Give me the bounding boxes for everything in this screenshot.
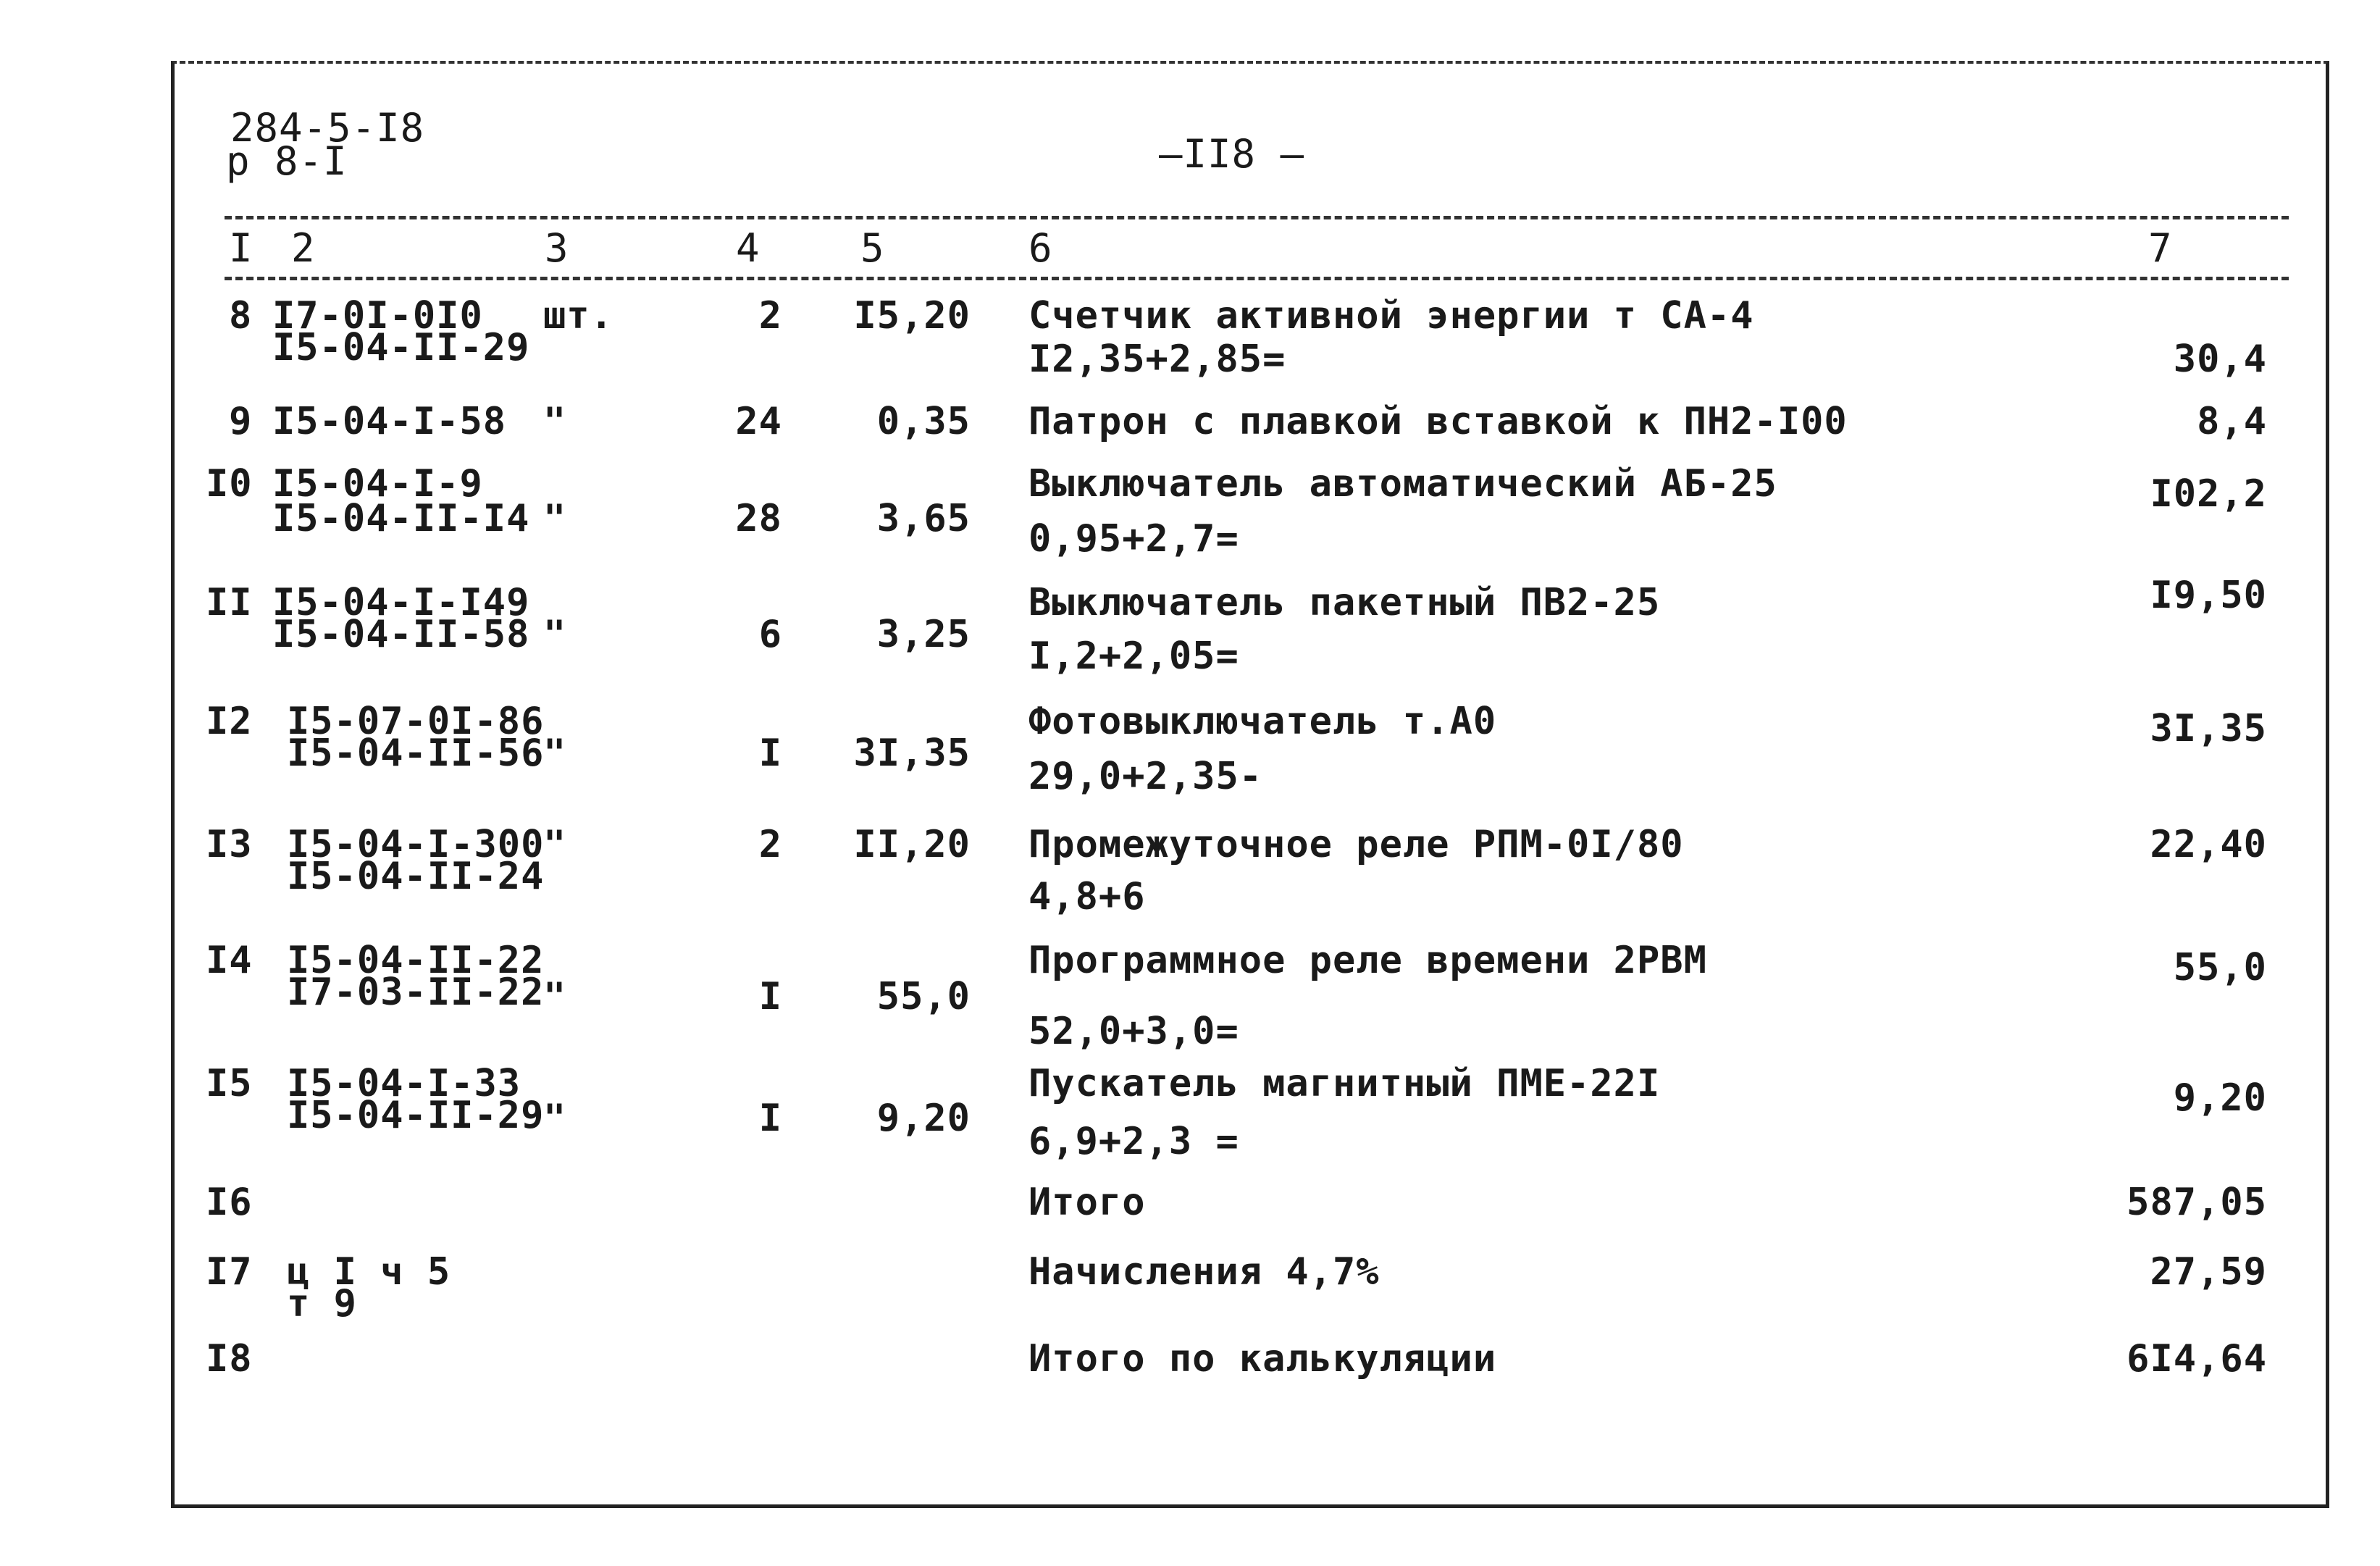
- unit-cell: ": [543, 975, 567, 1018]
- col-header-2: 2: [291, 225, 316, 271]
- norm-code: I7-0I-0I0: [272, 294, 483, 338]
- unit-price-cell: 3I,35: [853, 732, 971, 775]
- description-line: Промежуточное реле РПМ-0I/80: [1028, 823, 1684, 866]
- description-line: Пускатель магнитный ПМЕ-22I: [1028, 1062, 1661, 1105]
- total-cell: 55,0: [2173, 946, 2267, 989]
- norm-code: I7-03-II-22: [287, 971, 545, 1014]
- unit-price-cell: 55,0: [876, 975, 971, 1018]
- norm-code: I5-04-II-58: [272, 613, 530, 656]
- description-line: Счетчик активной энергии т СА-4: [1028, 294, 1754, 338]
- total-cell: 9,20: [2173, 1076, 2267, 1120]
- description-line: Фотовыключатель т.А0: [1028, 700, 1497, 743]
- row-number: I3: [206, 823, 253, 866]
- description-line: Программное реле времени 2РВМ: [1028, 939, 1707, 982]
- header-rule-bottom: [225, 277, 2289, 280]
- unit-cell: ": [543, 497, 567, 540]
- total-cell: 587,05: [2127, 1181, 2267, 1224]
- doc-subcode: р 8-I: [226, 138, 348, 184]
- quantity-cell: 2: [758, 823, 782, 866]
- col-header-4: 4: [736, 225, 760, 271]
- total-cell: 8,4: [2197, 400, 2267, 443]
- row-number: 9: [229, 400, 253, 443]
- total-cell: I02,2: [2150, 472, 2267, 516]
- col-header-3: 3: [545, 225, 569, 271]
- unit-price-cell: II,20: [853, 823, 971, 866]
- total-cell: 22,40: [2150, 823, 2267, 866]
- norm-code: I5-04-II-56: [287, 732, 545, 775]
- unit-price-cell: 9,20: [876, 1097, 971, 1140]
- quantity-cell: I: [758, 732, 782, 775]
- quantity-cell: 28: [735, 497, 782, 540]
- unit-cell: ": [543, 400, 567, 443]
- unit-cell: ": [543, 732, 567, 775]
- description-line: Патрон с плавкой вставкой к ПН2-I00: [1028, 400, 1848, 443]
- doc-code: 284-5-I8: [230, 105, 425, 151]
- row-number: I8: [206, 1337, 253, 1381]
- col-header-1: I: [229, 225, 253, 271]
- norm-code: I5-04-I-I49: [272, 581, 530, 624]
- norm-code: т 9: [287, 1282, 357, 1326]
- formula-line: 29,0+2,35-: [1028, 755, 1263, 798]
- norm-code: I5-04-II-22: [287, 939, 545, 982]
- unit-cell: шт.: [543, 294, 613, 338]
- formula-line: I,2+2,05=: [1028, 635, 1239, 678]
- unit-cell: ": [543, 613, 567, 656]
- row-number: I4: [206, 939, 253, 982]
- norm-code: I5-04-I-300: [287, 823, 545, 866]
- description-line: Выключатель автоматический АБ-25: [1028, 462, 1777, 506]
- quantity-cell: I: [758, 975, 782, 1018]
- description-line: Итого: [1028, 1181, 1146, 1224]
- norm-code: I5-04-II-I4: [272, 497, 530, 540]
- row-number: II: [206, 581, 253, 624]
- norm-code: ц I ч 5: [287, 1250, 451, 1294]
- unit-price-cell: 3,65: [876, 497, 971, 540]
- quantity-cell: 2: [758, 294, 782, 338]
- unit-price-cell: 3,25: [876, 613, 971, 656]
- description-line: Итого по калькуляции: [1028, 1337, 1497, 1381]
- page-number: —II8 —: [1159, 131, 1305, 177]
- total-cell: 30,4: [2173, 338, 2267, 381]
- norm-code: I5-04-II-29: [272, 326, 530, 369]
- norm-code: I5-04-I-58: [272, 400, 507, 443]
- row-number: I7: [206, 1250, 253, 1294]
- norm-code: I5-04-I-33: [287, 1062, 521, 1105]
- formula-line: 0,95+2,7=: [1028, 517, 1239, 561]
- formula-line: 6,9+2,3 =: [1028, 1120, 1239, 1163]
- total-cell: 27,59: [2150, 1250, 2267, 1294]
- quantity-cell: I: [758, 1097, 782, 1140]
- unit-price-cell: I5,20: [853, 294, 971, 338]
- total-cell: I9,50: [2150, 574, 2267, 617]
- formula-line: 52,0+3,0=: [1028, 1010, 1239, 1053]
- unit-price-cell: 0,35: [876, 400, 971, 443]
- col-header-7: 7: [2148, 225, 2173, 271]
- formula-line: 4,8+6: [1028, 875, 1146, 918]
- formula-line: I2,35+2,85=: [1028, 338, 1286, 381]
- description-line: Начисления 4,7%: [1028, 1250, 1380, 1294]
- total-cell: 6I4,64: [2127, 1337, 2267, 1381]
- header-rule-top: [225, 216, 2289, 219]
- col-header-6: 6: [1028, 225, 1053, 271]
- row-number: I6: [206, 1181, 253, 1224]
- quantity-cell: 24: [735, 400, 782, 443]
- row-number: I5: [206, 1062, 253, 1105]
- unit-cell: ": [543, 1097, 567, 1140]
- row-number: I2: [206, 700, 253, 743]
- description-line: Выключатель пакетный ПВ2-25: [1028, 581, 1661, 624]
- norm-code: I5-07-0I-86: [287, 700, 545, 743]
- row-number: I0: [206, 462, 253, 506]
- norm-code: I5-04-I-9: [272, 462, 483, 506]
- norm-code: I5-04-II-24: [287, 855, 545, 898]
- col-header-5: 5: [860, 225, 885, 271]
- unit-cell: ": [543, 823, 567, 866]
- row-number: 8: [229, 294, 253, 338]
- total-cell: 3I,35: [2150, 707, 2267, 750]
- quantity-cell: 6: [758, 613, 782, 656]
- norm-code: I5-04-II-29: [287, 1094, 545, 1137]
